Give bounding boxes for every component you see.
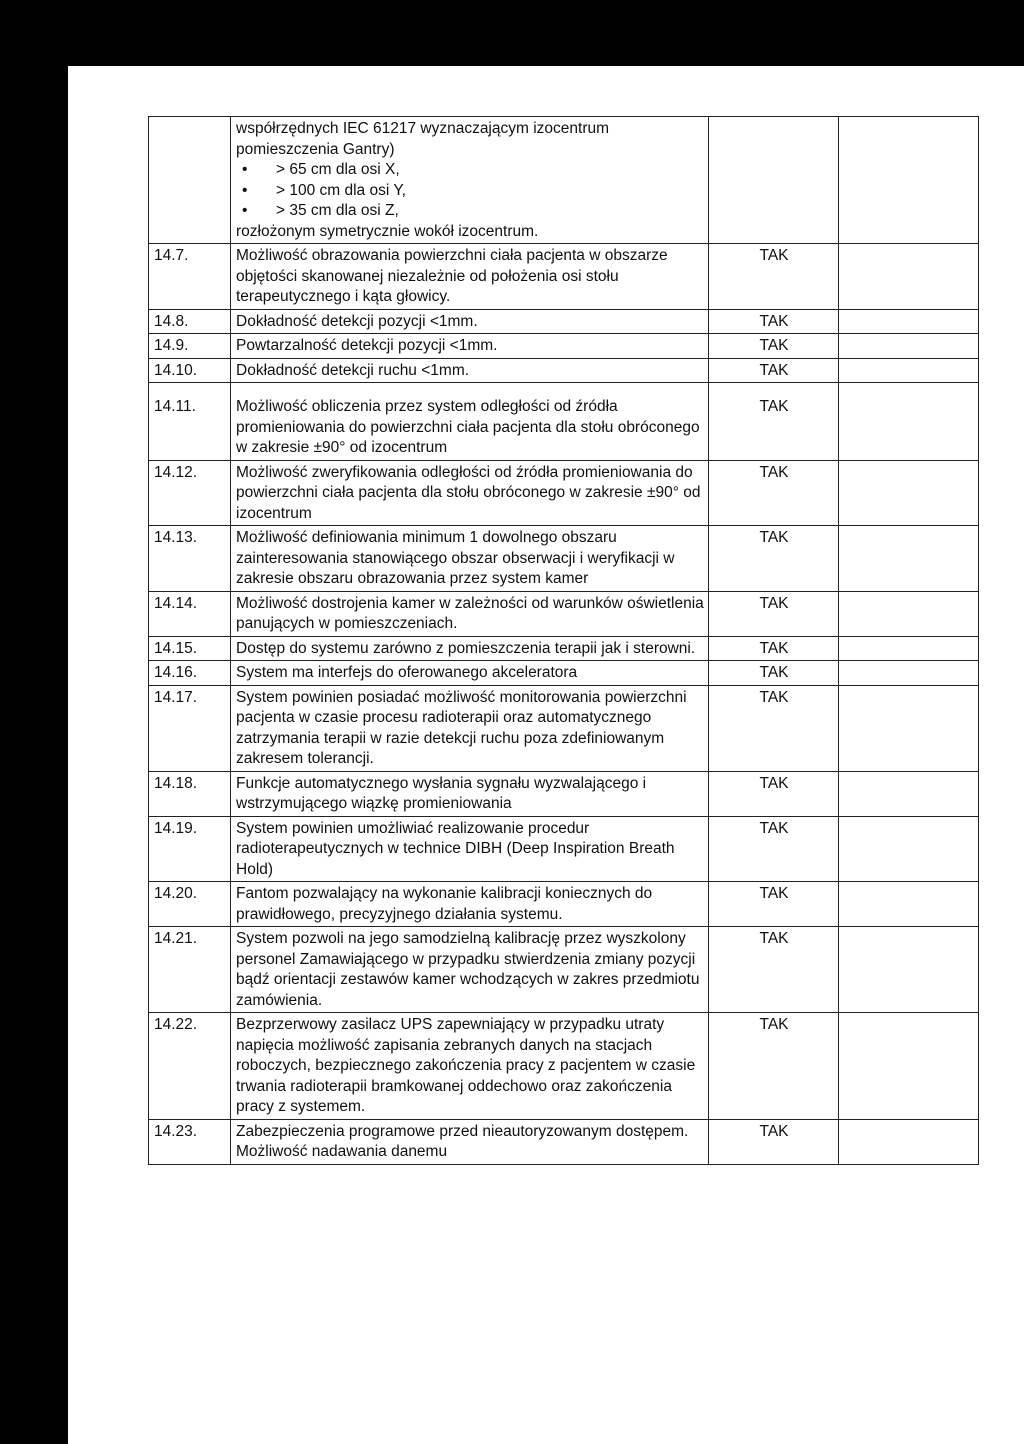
row-answer-cell <box>839 309 979 334</box>
row-number: 14.13. <box>149 526 231 592</box>
row-description: Powtarzalność detekcji pozycji <1mm. <box>231 334 709 359</box>
row-requirement: TAK <box>709 771 839 816</box>
row-answer-cell <box>839 636 979 661</box>
row-number: 14.20. <box>149 882 231 927</box>
row-number: 14.9. <box>149 334 231 359</box>
row-number: 14.19. <box>149 816 231 882</box>
row-number: 14.14. <box>149 591 231 636</box>
row-requirement: TAK <box>709 460 839 526</box>
row-requirement-cell <box>709 117 839 244</box>
table-row <box>149 591 979 636</box>
row-answer-cell <box>839 244 979 310</box>
table-row <box>149 1119 979 1164</box>
table-row <box>149 383 979 461</box>
row-requirement: TAK <box>709 334 839 359</box>
row-answer-cell <box>839 358 979 383</box>
row-description: Możliwość obrazowania powierzchni ciała pacjenta w obszarze objętości skanowanej niezależnie od położenia osi stołu terapeutycznego i kąta głowicy. <box>231 244 709 310</box>
row-requirement: TAK <box>709 927 839 1013</box>
row-requirement: TAK <box>709 1119 839 1164</box>
table-row <box>149 816 979 882</box>
row-requirement: TAK <box>709 591 839 636</box>
row-number-cell <box>149 117 231 244</box>
row-requirement: TAK <box>709 882 839 927</box>
row-description: Fantom pozwalający na wykonanie kalibracji koniecznych do prawidłowego, precyzyjnego działania systemu. <box>231 882 709 927</box>
row-description: System pozwoli na jego samodzielną kalibrację przez wyszkolony personel Zamawiającego w przypadku stwierdzenia zmiany pozycji bądź orientacji zestawów kamer wchodzących w zakres przedmiotu zamówienia. <box>231 927 709 1013</box>
row-requirement: TAK <box>709 661 839 686</box>
row-number: 14.21. <box>149 927 231 1013</box>
row-requirement: TAK <box>709 816 839 882</box>
row-number: 14.12. <box>149 460 231 526</box>
row-number: 14.17. <box>149 685 231 771</box>
table-row <box>149 882 979 927</box>
table-row <box>149 685 979 771</box>
axis-list-item: • > 100 cm dla osi Y, <box>236 181 704 202</box>
row-number: 14.18. <box>149 771 231 816</box>
continuation-line: współrzędnych IEC 61217 wyznaczającym izocentrum <box>236 120 610 137</box>
row-requirement: TAK <box>709 358 839 383</box>
row-answer-cell <box>839 526 979 592</box>
continuation-line: pomieszczenia Gantry) <box>236 140 395 158</box>
document-sheet <box>68 66 1024 1444</box>
row-description: System ma interfejs do oferowanego akceleratora <box>231 661 709 686</box>
table-row-continuation <box>149 117 979 244</box>
row-description: System powinien umożliwiać realizowanie procedur radioterapeutycznych w technice DIBH (Deep Inspiration Breath Hold) <box>231 816 709 882</box>
table-row <box>149 334 979 359</box>
row-requirement: TAK <box>709 636 839 661</box>
table-row <box>149 927 979 1013</box>
table-row <box>149 636 979 661</box>
row-requirement: TAK <box>709 309 839 334</box>
row-answer-cell <box>839 882 979 927</box>
row-description: Możliwość obliczenia przez system odległości od źródła promieniowania do powierzchni ciała pacjenta dla stołu obróconego w zakresie ±90° od izocentrum <box>231 383 709 461</box>
row-answer-cell <box>839 460 979 526</box>
row-number: 14.11. <box>149 383 231 461</box>
row-answer-cell <box>839 591 979 636</box>
row-requirement: TAK <box>709 383 839 461</box>
row-number: 14.15. <box>149 636 231 661</box>
axis-list <box>236 160 704 222</box>
row-description: Funkcje automatycznego wysłania sygnału wyzwalającego i wstrzymującego wiązkę promieniowania <box>231 771 709 816</box>
row-description: Możliwość dostrojenia kamer w zależności od warunków oświetlenia panujących w pomieszczeniach. <box>231 591 709 636</box>
row-number: 14.23. <box>149 1119 231 1164</box>
row-description: Dostęp do systemu zarówno z pomieszczenia terapii jak i sterowni. <box>231 636 709 661</box>
row-description: Dokładność detekcji ruchu <1mm. <box>231 358 709 383</box>
row-answer-cell <box>839 771 979 816</box>
row-requirement: TAK <box>709 1013 839 1120</box>
row-description: System powinien posiadać możliwość monitorowania powierzchni pacjenta w czasie procesu radioterapii oraz automatycznego zatrzymania terapii w razie detekcji ruchu poza zdefiniowanym zakresem tolerancji. <box>231 685 709 771</box>
row-answer-cell <box>839 117 979 244</box>
continuation-line: rozłożonym symetrycznie wokół izocentrum. <box>236 222 539 240</box>
row-answer-cell <box>839 661 979 686</box>
row-requirement: TAK <box>709 244 839 310</box>
row-answer-cell <box>839 927 979 1013</box>
row-answer-cell <box>839 334 979 359</box>
table-row <box>149 771 979 816</box>
row-description: Zabezpieczenia programowe przed nieautoryzowanym dostępem. Możliwość nadawania danemu <box>231 1119 709 1164</box>
specification-table <box>148 116 979 1165</box>
table-row <box>149 244 979 310</box>
axis-list-item: • > 35 cm dla osi Z, <box>236 201 704 222</box>
row-number: 14.16. <box>149 661 231 686</box>
row-description: Możliwość zweryfikowania odległości od źródła promieniowania do powierzchni ciała pacjenta dla stołu obróconego w zakresie ±90° od izocentrum <box>231 460 709 526</box>
row-number: 14.8. <box>149 309 231 334</box>
axis-list-item: • > 65 cm dla osi X, <box>236 160 704 181</box>
row-description: Możliwość definiowania minimum 1 dowolnego obszaru zainteresowania stanowiącego obszar obserwacji i weryfikacji w zakresie obszaru obrazowania przez system kamer <box>231 526 709 592</box>
row-number: 14.22. <box>149 1013 231 1120</box>
table-row <box>149 526 979 592</box>
table-row <box>149 661 979 686</box>
row-description-cell <box>231 117 709 244</box>
table-row <box>149 309 979 334</box>
row-answer-cell <box>839 816 979 882</box>
row-number: 14.7. <box>149 244 231 310</box>
row-answer-cell <box>839 1119 979 1164</box>
row-number: 14.10. <box>149 358 231 383</box>
row-description: Dokładność detekcji pozycji <1mm. <box>231 309 709 334</box>
row-answer-cell <box>839 383 979 461</box>
row-description: Bezprzerwowy zasilacz UPS zapewniający w przypadku utraty napięcia możliwość zapisania zebranych danych na stacjach roboczych, bezpiecznego zakończenia pracy z pacjentem w czasie trwania radioterapii bramkowanej oddechowo oraz zakończenia pracy z systemem. <box>231 1013 709 1120</box>
table-row <box>149 1013 979 1120</box>
row-requirement: TAK <box>709 526 839 592</box>
table-row <box>149 358 979 383</box>
table-row <box>149 460 979 526</box>
row-requirement: TAK <box>709 685 839 771</box>
row-answer-cell <box>839 685 979 771</box>
row-answer-cell <box>839 1013 979 1120</box>
